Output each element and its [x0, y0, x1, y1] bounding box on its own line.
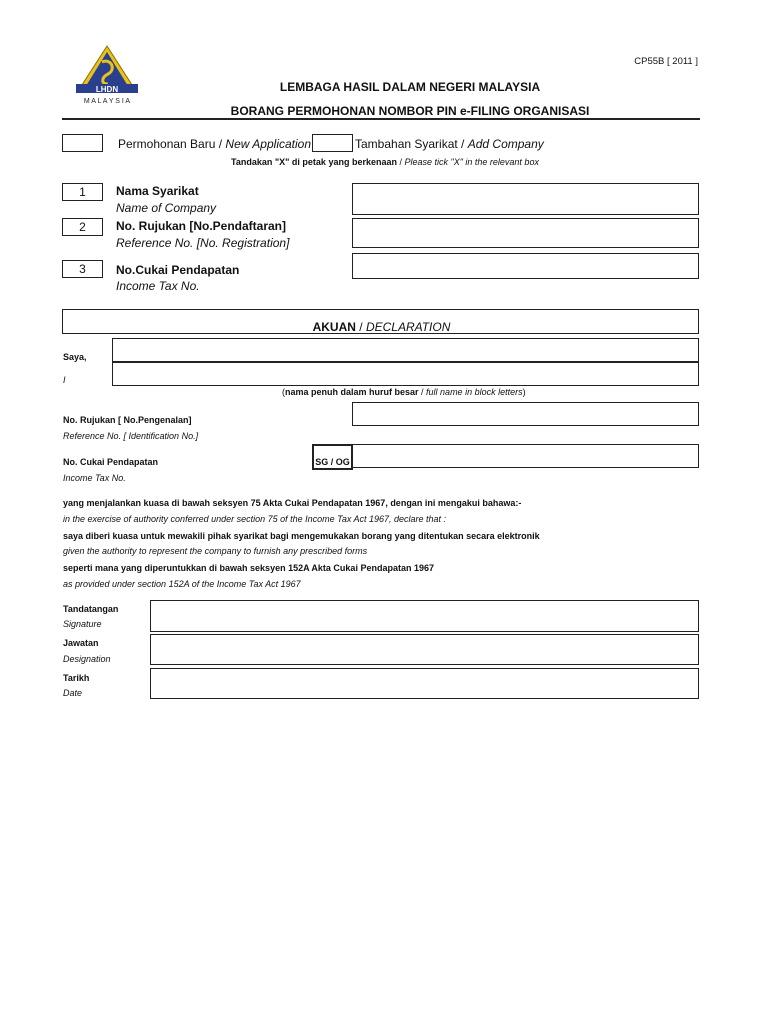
form-code: CP55B [ 2011 ] — [634, 56, 698, 67]
lhdn-emblem-icon — [62, 44, 152, 106]
id-ref-label-en: Reference No. [ Identification No.] — [63, 431, 199, 441]
statement-3-en: as provided under section 152A of the Income Tax Act 1967 — [63, 579, 301, 589]
instruction-en: Please tick "X" in the relevant box — [404, 157, 539, 167]
new-application-label — [118, 137, 311, 151]
field-number-2: 2 — [62, 218, 103, 236]
org-name: LEMBAGA HASIL DALAM NEGERI MALAYSIA — [279, 80, 541, 94]
company-name-input[interactable] — [352, 183, 699, 215]
form-title: BORANG PERMOHONAN NOMBOR PIN e-FILING ORGANISASI — [230, 104, 590, 118]
company-name-label-en: Name of Company — [116, 201, 217, 215]
declarant-name-input-2[interactable] — [112, 362, 699, 386]
declarant-name-input-1[interactable] — [112, 338, 699, 362]
new-application-ms: Permohonan Baru / — [118, 137, 226, 151]
signature-label-ms: Tandatangan — [63, 604, 119, 614]
add-company-label — [355, 137, 544, 151]
saya-label: Saya, — [63, 352, 87, 362]
declaration-header — [62, 309, 699, 334]
personal-tax-input[interactable] — [352, 444, 699, 468]
statement-1-ms: yang menjalankan kuasa di bawah seksyen 75 Akta Cukai Pendapatan 1967, dengan ini mengakui bahawa:- — [63, 498, 522, 508]
declaration-title-ms: AKUAN — [312, 320, 356, 334]
sg-og-label: SG / OG — [315, 457, 350, 467]
declaration-title — [63, 320, 700, 334]
logo-country: M A L A Y S I A — [83, 98, 131, 105]
designation-label-en: Designation — [63, 654, 111, 664]
name-note-open: ( — [282, 387, 285, 397]
instruction-ms: Tandakan "X" di petak yang berkenaan — [231, 157, 397, 167]
declaration-title-en: DECLARATION — [365, 320, 451, 334]
designation-label-ms: Jawatan — [63, 638, 99, 648]
income-tax-no-label-en: Income Tax No. — [116, 279, 200, 293]
statement-1-en: in the exercise of authority conferred under section 75 of the Income Tax Act 1967, declare that : — [63, 514, 447, 524]
date-label-ms: Tarikh — [63, 673, 90, 683]
date-input[interactable] — [150, 668, 699, 699]
personal-tax-label-ms: No. Cukai Pendapatan — [63, 457, 159, 467]
registration-no-label-ms: No. Rujukan [No.Pendaftaran] — [116, 219, 287, 233]
designation-input[interactable] — [150, 634, 699, 665]
company-name-label-ms: Nama Syarikat — [116, 184, 199, 198]
header-divider — [62, 118, 700, 120]
id-ref-label-ms: No. Rujukan [ No.Pengenalan] — [63, 415, 192, 425]
statement-3-ms: seperti mana yang diperuntukkan di bawah seksyen 152A Akta Cukai Pendapatan 1967 — [63, 563, 434, 573]
id-ref-input[interactable] — [352, 402, 699, 426]
field-number-1: 1 — [62, 183, 103, 201]
signature-input[interactable] — [150, 600, 699, 632]
date-label-en: Date — [63, 688, 83, 698]
name-note-sep: / — [418, 387, 427, 397]
logo-text: LHDN — [95, 85, 119, 94]
name-note-en: full name in block letters — [426, 387, 523, 397]
sg-og-box — [312, 444, 353, 470]
declaration-title-sep: / — [355, 320, 366, 334]
add-company-en: Add Company — [467, 137, 544, 151]
income-tax-no-input[interactable] — [352, 253, 699, 279]
i-label: I — [63, 375, 66, 385]
name-note-ms: nama penuh dalam huruf besar — [285, 387, 419, 397]
statement-2-en: given the authority to represent the company to furnish any prescribed forms — [63, 546, 368, 556]
add-company-checkbox[interactable] — [312, 134, 353, 152]
signature-label-en: Signature — [63, 619, 102, 629]
statement-2-ms: saya diberi kuasa untuk mewakili pihak syarikat bagi mengemukakan borang yang ditentukan secara elektronik — [63, 531, 540, 541]
registration-no-input[interactable] — [352, 218, 699, 248]
new-application-en: New Application — [225, 137, 312, 151]
tick-instruction — [0, 157, 770, 167]
name-note — [282, 387, 526, 397]
add-company-ms: Tambahan Syarikat / — [355, 137, 468, 151]
name-note-close: ) — [522, 387, 526, 397]
income-tax-no-label-ms: No.Cukai Pendapatan — [116, 263, 240, 277]
field-number-3: 3 — [62, 260, 103, 278]
instruction-sep: / — [396, 157, 405, 167]
registration-no-label-en: Reference No. [No. Registration] — [116, 236, 290, 250]
personal-tax-label-en: Income Tax No. — [63, 473, 126, 483]
new-application-checkbox[interactable] — [62, 134, 103, 152]
